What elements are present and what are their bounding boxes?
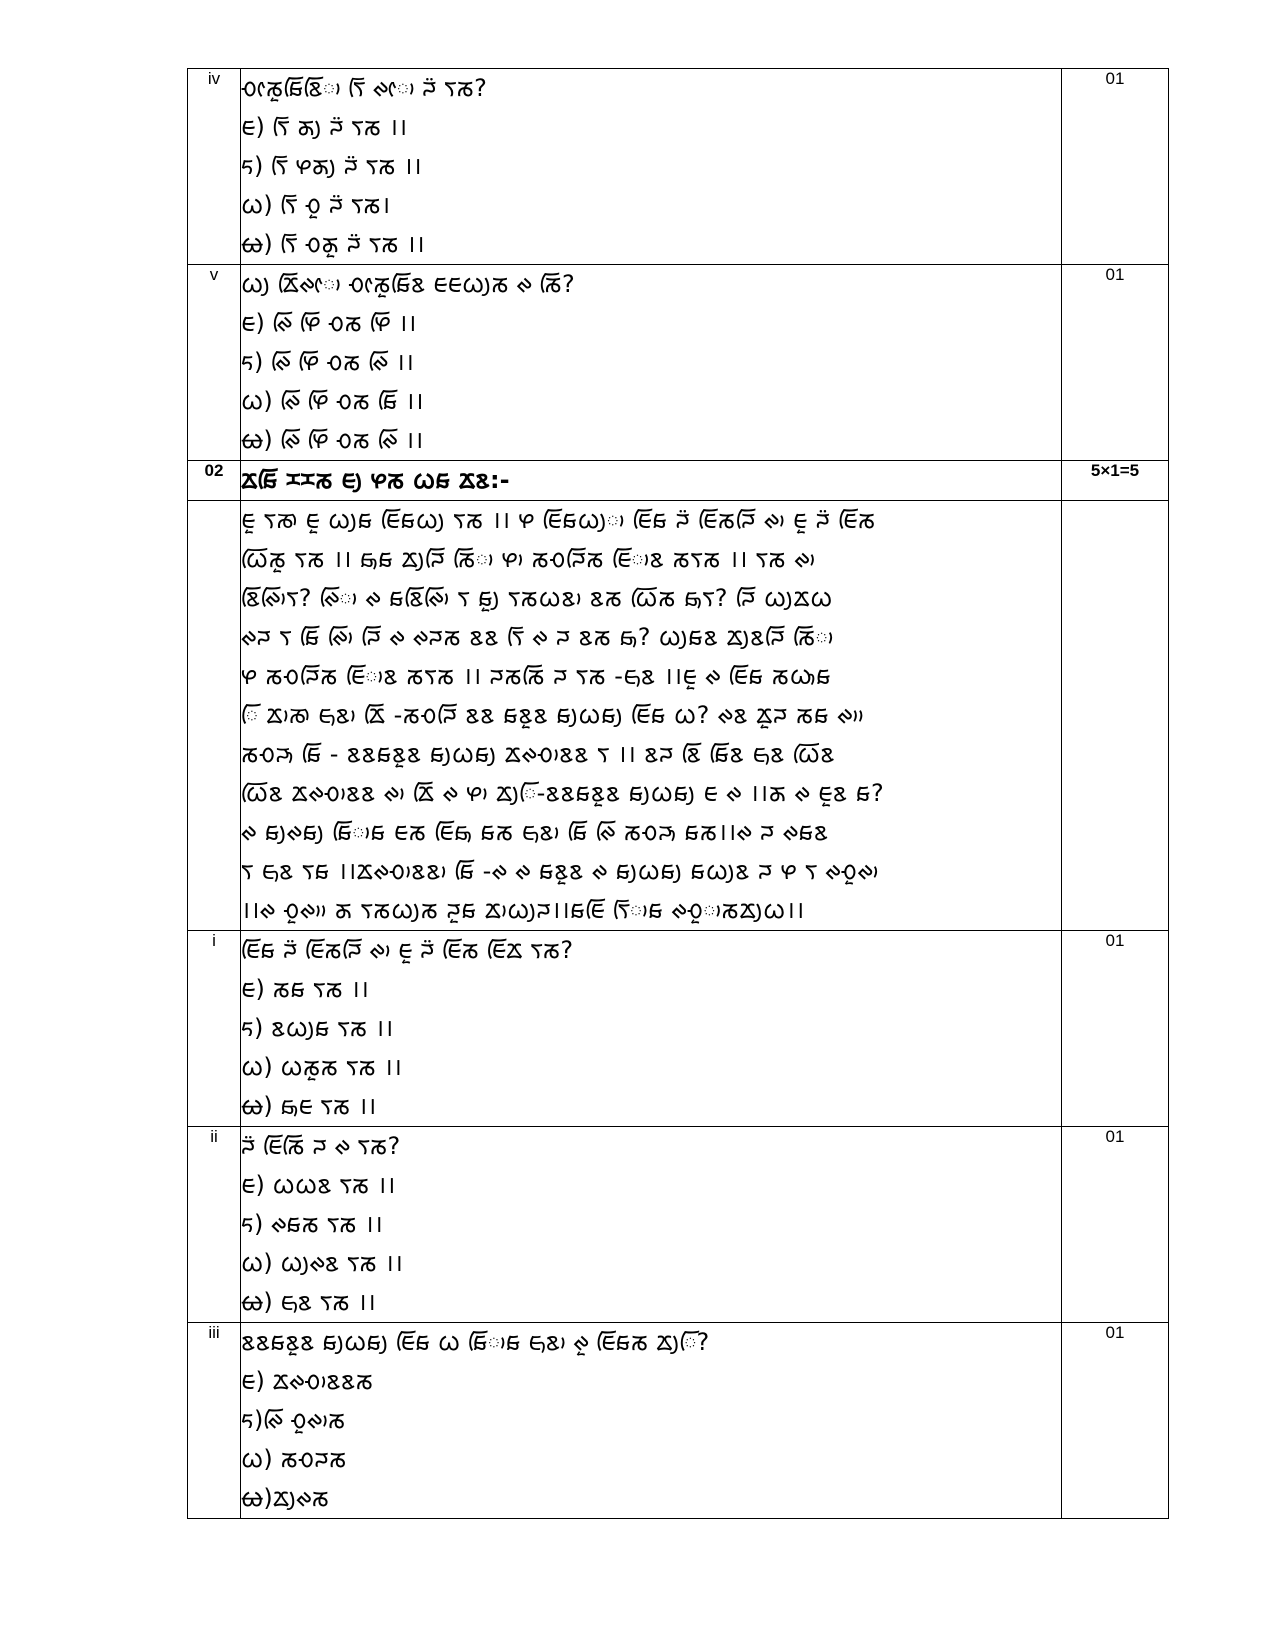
answer-option: ᰃ) ᰃᰪᰊᰣ ᰛᰕ ।।	[241, 1249, 403, 1277]
marks: 01	[1062, 265, 1169, 461]
marks: 01	[1062, 1127, 1169, 1323]
question-number: ii	[188, 1127, 241, 1323]
question-row	[188, 1323, 1169, 1519]
question-number	[188, 501, 241, 931]
question-stem: ᰣᰣᰑᰣᰬᰣ ᰑᰪᰃᰑᰪ ᰀᰩᰑ ᰃ ᰑᰩᰥᰑ ᰀᰥᰣᰥ ᰊᰬ ᰀᰩᰑᰕ ᰇᰪᰩ?	[241, 1328, 710, 1356]
question-row	[188, 1127, 1169, 1323]
question-number: i	[188, 931, 241, 1127]
answer-option: ᰀ) ᰛᰩ ᰖᰪ ᰎᰮ ᰛᰕ ।।	[241, 113, 408, 141]
question-text	[241, 461, 1062, 501]
question-text	[241, 69, 1062, 265]
text-line: ᰩ ᰇᰥᰕᰥ ᰀᰥᰣᰥ ᰇᰩ -ᰕᰆᰎᰩ ᰣᰣ ᰑᰣᰬᰣ ᰑᰪᰃᰑᰪ ᰀᰩᰑ ᰃ? ᰊᰣ ᰇᰬᰎ ᰕᰑ ᰊᰥᰥ	[241, 701, 864, 729]
question-row	[188, 931, 1169, 1127]
section-heading: ᰇᰑᰩ ᰌᰌᰕ ᰀᰪ ᰋᰕ ᰃᰑ ᰇᰣ:-	[241, 466, 510, 494]
text-line: ᰣᰩᰊᰥᰩᰛ? ᰊᰩᰥ ᰊ ᰑᰣᰩᰊᰥᰩ ᰛ ᰑᰬᰪ ᰛᰕᰃᰣᰥ ᰣᰕ ᰃᰩᰕ ᰑᰥᰛ? ᰎᰩ ᰃᰪᰇᰃ	[241, 584, 833, 612]
answer-option: ᰄ)ᰇᰪᰊᰕ	[241, 1484, 330, 1512]
marks: 01	[1062, 1323, 1169, 1519]
text-line: ᰛ ᰀᰥᰣ ᰛᰑ ।।ᰇᰊᰆᰥᰣᰣᰥ ᰑᰩ -ᰊ ᰊ ᰑᰣᰬᰣ ᰊ ᰑᰪᰃᰑᰪ ᰑᰃᰪᰣ ᰎ ᰋ ᰛ ᰊᰆᰬᰊᰥ	[241, 857, 879, 885]
question-number: 02	[188, 461, 241, 501]
question-text	[241, 1127, 1062, 1323]
passage-text	[241, 501, 1062, 931]
text-line: ᰋ ᰕᰆᰎᰩᰕ ᰀᰩᰥᰣ ᰕᰛᰕ ।। ᰎᰕᰕᰩ ᰎ ᰛᰕ -ᰀᰥᰣ ।।ᰀᰬ ᰊ ᰀᰩᰑ ᰕᰃᰥᰑ	[241, 662, 832, 690]
question-text	[241, 265, 1062, 461]
marks: 01	[1062, 931, 1169, 1127]
question-text	[241, 931, 1062, 1127]
answer-option: ᰁ) ᰊᰩ ᰋᰩ ᰆᰕ ᰊᰩ ।।	[241, 348, 414, 376]
answer-option: ᰃ) ᰊᰩ ᰋᰩ ᰆᰕ ᰑᰩ ।।	[241, 387, 424, 415]
answer-option: ᰀ) ᰊᰩ ᰋᰩ ᰆᰕ ᰋᰩ ।।	[241, 309, 417, 337]
passage-row	[188, 501, 1169, 931]
question-stem: ᰎᰮ ᰀᰩᰕᰩ ᰎ ᰊ ᰛᰕ?	[241, 1132, 401, 1160]
text-line: ।।ᰊ ᰆᰬᰊᰥᰥ ᰖ ᰛᰕᰃᰪᰕ ᰎᰬᰑ ᰇᰥᰃᰪᰎ।।ᰑᰀᰩ ᰛᰩᰥᰑ ᰊᰆᰬᰥᰕᰇᰪᰃ।।	[241, 896, 805, 924]
answer-option: ᰁ) ᰣᰃᰪᰑ ᰛᰕ ।।	[241, 1014, 394, 1042]
question-number: v	[188, 265, 241, 461]
answer-option: ᰀ) ᰕᰑ ᰛᰕ ।।	[241, 975, 369, 1003]
marks: 01	[1062, 69, 1169, 265]
question-text	[241, 1323, 1062, 1519]
answer-option: ᰄ) ᰊᰩ ᰋᰩ ᰆᰕ ᰊᰩ ।।	[241, 426, 424, 454]
marks: 5×1=5	[1062, 461, 1169, 501]
question-stem: ᰆᰦᰕᰬᰑᰩᰣᰩᰥ ᰛᰩ ᰊᰦᰥ ᰎᰮ ᰛᰕ?	[241, 74, 487, 102]
answer-option: ᰁ) ᰛᰩ ᰋᰖᰪ ᰎᰮ ᰛᰕ ।।	[241, 152, 422, 180]
answer-option: ᰁ)ᰊᰩ ᰆᰬᰊᰥᰕ	[241, 1406, 346, 1434]
question-stem: ᰃᰪ ᰇᰩᰊᰦᰥ ᰆᰦᰕᰬᰑᰩᰣ ᰀᰀᰃᰪᰕ ᰊ ᰕᰩ?	[241, 270, 575, 298]
text-line: ᰕᰆᰎᰥ ᰑᰩ - ᰣᰣᰑᰣᰬᰣ ᰑᰪᰃᰑᰪ ᰇᰊᰆᰥᰣᰣ ᰛ ।। ᰣᰎ ᰣᰩ ᰑᰩᰣ ᰀᰥᰣ ᰃᰩᰣ	[241, 740, 836, 768]
text-line: ᰃᰩᰕᰬ ᰛᰕ ।। ᰑᰥᰑ ᰇᰪᰎᰩ ᰕᰩᰥ ᰋᰥ ᰕᰆᰎᰩᰕ ᰀᰩᰥᰣ ᰕᰛᰕ ।। ᰛᰕ ᰊᰥ	[241, 545, 816, 573]
question-row	[188, 265, 1169, 461]
question-number: iii	[188, 1323, 241, 1519]
question-stem: ᰀᰩᰑ ᰎᰮ ᰀᰩᰕᰎᰩ ᰊᰥ ᰀᰬ ᰎᰮ ᰀᰩᰕ ᰀᰩᰇ ᰛᰕ?	[241, 936, 574, 964]
answer-option: ᰀ) ᰃᰃᰣ ᰛᰕ ।।	[241, 1171, 396, 1199]
question-table	[187, 68, 1169, 1519]
answer-option: ᰃ) ᰃᰕᰬᰕ ᰛᰕ ।।	[241, 1053, 402, 1081]
answer-option: ᰃ) ᰛᰩ ᰆᰬ ᰎᰮ ᰛᰕ।	[241, 191, 391, 219]
text-line: ᰀᰬ ᰛᰕᰥ ᰀᰬ ᰃᰪᰑ ᰀᰩᰑᰃᰪ ᰛᰕ ।। ᰋ ᰀᰩᰑᰃᰪᰥ ᰀᰩᰑ ᰎᰮ ᰀᰩᰕᰎᰩ ᰊᰥ ᰀᰬ ᰎᰮ ᰀᰩᰕ	[241, 506, 876, 534]
text-line: ᰊᰎ ᰛ ᰑᰩ ᰊᰥᰩ ᰎᰩ ᰊ ᰊᰎᰕ ᰣᰣ ᰛᰩ ᰊ ᰎ ᰣᰕ ᰑᰥ? ᰃᰪᰑᰣ ᰇᰪᰣᰎᰩ ᰕᰩᰥ	[241, 623, 834, 651]
marks	[1062, 501, 1169, 931]
text-line: ᰃᰩᰣ ᰇᰊᰆᰥᰣᰣ ᰊᰥ ᰇᰩ ᰊ ᰋᰥ ᰇᰪᰩ-ᰣᰣᰑᰣᰬᰣ ᰑᰪᰃᰑᰪ ᰀ ᰊ ।।ᰖ ᰊ ᰀᰬᰣ ᰑ?	[241, 779, 885, 807]
question-row	[188, 69, 1169, 265]
answer-option: ᰄ) ᰛᰩ ᰆᰖᰬ ᰎᰮ ᰛᰕ ।।	[241, 230, 425, 258]
answer-option: ᰁ) ᰊᰑᰕ ᰛᰕ ।।	[241, 1210, 383, 1238]
question-number: iv	[188, 69, 241, 265]
text-line: ᰊ ᰑᰪᰊᰑᰪ ᰑᰩᰥᰑ ᰀᰕ ᰀᰩᰑᰥ ᰑᰕ ᰀᰥᰣᰥ ᰑᰩ ᰊᰩ ᰕᰆᰎᰥ ᰑᰕ।।ᰊ ᰎ ᰊᰑᰣ	[241, 818, 829, 846]
answer-option: ᰀ) ᰇᰊᰆᰥᰣᰣᰕ	[241, 1367, 374, 1395]
answer-option: ᰄ) ᰑᰥᰀ ᰛᰕ ।।	[241, 1092, 377, 1120]
answer-option: ᰃ) ᰕᰆᰎᰕ	[241, 1445, 347, 1473]
section-heading-row	[188, 461, 1169, 501]
answer-option: ᰄ) ᰀᰥᰣ ᰛᰕ ।।	[241, 1288, 376, 1316]
